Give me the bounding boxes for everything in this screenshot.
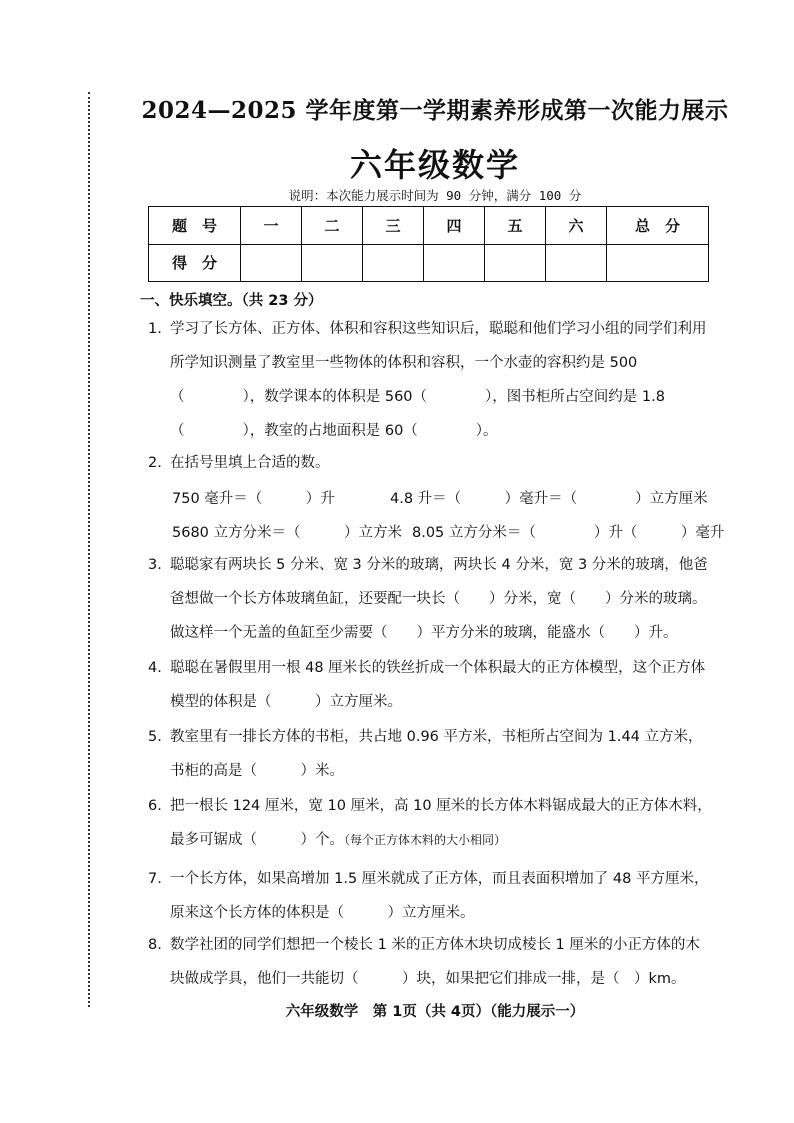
score-cell <box>546 244 607 282</box>
question-3 <box>148 548 713 650</box>
question-7 <box>148 862 713 930</box>
q2-item-a: 750 毫升＝（ ）升 <box>172 491 335 507</box>
score-table-score-row <box>149 244 709 282</box>
question-note: （每个正方体木料的大小相同） <box>344 833 507 847</box>
question-text: 一个长方体，如果高增加 1.5 厘米就成了正方体，而且表面积增加了 48 平方厘米，原来这个长方体的体积是（ ）立方厘米。 <box>170 871 709 921</box>
question-number: 3. <box>148 557 162 573</box>
question-text: 聪聪家有两块长 5 分米、宽 3 分米的玻璃，两块长 4 分米，宽 3 分米的玻璃，他爸爸想做一个长方体玻璃鱼缸，还要配一块长（ ）分米，宽（ ）分米的玻璃。做这样一个无盖的鱼缸至少需要（ ）平方分米的玻璃，能盛水（ ）升。 <box>170 557 708 641</box>
score-table-col-3: 三 <box>363 207 424 245</box>
score-table-header-row <box>149 207 709 245</box>
question-text: 把一根长 124 厘米，宽 10 厘米，高 10 厘米的长方体木料锯成最大的正方体木料，最多可锯成（ ）个。 <box>170 798 712 848</box>
section-1-title: 一、快乐填空。（共 23 分） <box>140 293 323 309</box>
question-number: 7. <box>148 871 162 887</box>
score-table-col-6: 六 <box>546 207 607 245</box>
question-8 <box>148 928 713 996</box>
score-table-row-label: 题 号 <box>149 207 241 245</box>
question-2 <box>148 446 713 480</box>
question-number: 4. <box>148 660 162 676</box>
question-body <box>170 789 713 857</box>
question-text: 学习了长方体、正方体、体积和容积这些知识后，聪聪和他们学习小组的同学们利用所学知识测量了教室里一些物体的体积和容积，一个水壶的容积约是 500（ ），数学课本的体积是 560（ ），图书柜所占空间约是 1.8（ ），教室的占地面积是 60（ ）。 <box>170 321 707 439</box>
score-table-col-5: 五 <box>485 207 546 245</box>
question-text: 聪聪在暑假里用一根 48 厘米长的铁丝折成一个体积最大的正方体模型，这个正方体模型的体积是（ ）立方厘米。 <box>170 660 706 710</box>
score-table-score-label: 得 分 <box>149 244 241 282</box>
question-number: 6. <box>148 798 162 814</box>
score-cell <box>241 244 302 282</box>
question-5 <box>148 720 713 788</box>
score-table-col-2: 二 <box>302 207 363 245</box>
score-cell <box>485 244 546 282</box>
q2-item-c: 5680 立方分米＝（ ）立方米 <box>172 525 403 541</box>
question-4 <box>148 651 713 719</box>
question-number: 5. <box>148 729 162 745</box>
page-footer: 六年级数学 第 1页（共 4页）（能力展示一） <box>285 1004 585 1020</box>
score-table-col-total: 总 分 <box>607 207 709 245</box>
question-number: 2. <box>148 455 162 471</box>
question-number: 8. <box>148 937 162 953</box>
score-table-col-1: 一 <box>241 207 302 245</box>
question-number: 1. <box>148 321 162 337</box>
exam-note: 说明：本次能力展示时间为 90 分钟，满分 100 分 <box>288 188 582 203</box>
score-cell <box>424 244 485 282</box>
exam-title: 2024—2025 学年度第一学期素养形成第一次能力展示 <box>141 97 729 124</box>
score-cell <box>363 244 424 282</box>
score-table-col-4: 四 <box>424 207 485 245</box>
exam-subject: 六年级数学 <box>349 146 520 184</box>
score-cell <box>302 244 363 282</box>
q2-item-b: 4.8 升＝（ ）毫升＝（ ）立方厘米 <box>390 491 708 507</box>
question-1 <box>148 312 713 448</box>
binding-dotted-line <box>88 92 90 1007</box>
question-text: 数学社团的同学们想把一个棱长 1 米的正方体木块切成棱长 1 厘米的小正方体的木块做成学具，他们一共能切（ ）块，如果把它们排成一排，是（ ）km。 <box>170 937 700 987</box>
score-table <box>148 206 709 282</box>
score-cell-total <box>607 244 709 282</box>
q2-item-d: 8.05 立方分米＝（ ）升（ ）毫升 <box>412 525 725 541</box>
question-text: 教室里有一排长方体的书柜，共占地 0.96 平方米，书柜所占空间为 1.44 立方米，书柜的高是（ ）米。 <box>170 729 703 779</box>
question-6 <box>148 789 713 857</box>
question-text: 在括号里填上合适的数。 <box>170 455 330 471</box>
